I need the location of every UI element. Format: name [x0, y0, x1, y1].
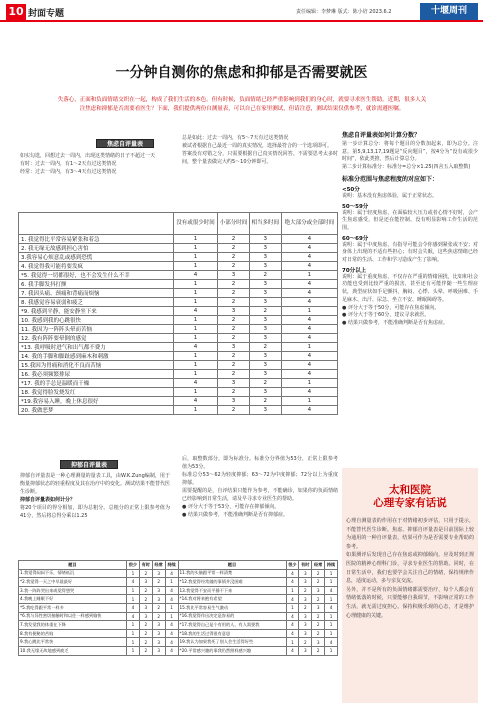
- table-row: [19, 638, 338, 647]
- table-cell: 3: [299, 612, 312, 621]
- table-cell: 3: [312, 586, 325, 595]
- table-cell: 3: [249, 244, 281, 253]
- table-cell: 3: [299, 621, 312, 630]
- table-cell: 4: [281, 325, 337, 334]
- table-cell: 3: [139, 578, 152, 587]
- depression-scoring-text: 后，取整数部分，即为标准分。标准分分界值为53分，正常上限参考值为53分。 标准总分53～62为轻度抑郁；63～72为中度抑郁；72分以上为重度抑郁。 需要提醒的是，自评结果只能作为参考，不能确诊，如果你的负面情绪已经影响到日常生活，请及早寻求专业医生的帮助。 ● 评分大于等于53分，可能存在抑郁倾向。 ● 结果只做参考，不能准确判断是否有抑郁症。: [182, 456, 338, 518]
- table-cell: 1: [281, 307, 337, 316]
- table-cell: 4: [127, 603, 140, 612]
- table-cell: 2: [312, 621, 325, 630]
- table-cell: 2: [218, 325, 250, 334]
- table-cell: 1: [174, 370, 218, 379]
- table-cell: 4: [281, 388, 337, 397]
- table-cell: 4: [127, 612, 140, 621]
- table-cell: 7. 我因头痛、颈痛和背痛而烦恼: [19, 289, 174, 298]
- table-cell: 4: [281, 280, 337, 289]
- table-cell: 3: [249, 316, 281, 325]
- table-cell: 4: [281, 262, 337, 271]
- table-cell: 3: [218, 307, 250, 316]
- table-cell: 4: [281, 316, 337, 325]
- table-cell: 3: [249, 253, 281, 262]
- level-description: 说明：属于轻度焦虑，在面临较大压力或者心情不好时，会产生焦虑感受，但是还在能控制、没有明显影响工作生活的范围。: [342, 209, 478, 231]
- table-row: [19, 388, 338, 397]
- level-description: 说明：属于中度焦虑，有指导可能会令你感到紧张或不安；对身体上出现的不适有些担心；有时会失眠，这些焦虑情绪已经对日常的生活、工作和学习造成产生了影响。: [342, 241, 478, 264]
- table-row: [19, 298, 338, 307]
- table-cell: 4: [281, 253, 337, 262]
- table-cell: 1: [165, 603, 178, 612]
- table-cell: *19.我容易入睡，晚上休息很好: [19, 397, 174, 406]
- note-item: ● 结果只做参考，不能准确判断是否有焦虑症。: [342, 319, 448, 326]
- table-cell: 2: [249, 343, 281, 352]
- table-cell: 11.我的头脑跟平常一样清楚: [178, 569, 286, 578]
- scoring-heading: 焦虑自评量表如何计算分数？: [342, 132, 421, 139]
- table-cell: 13.我觉得不安而平静不下来: [178, 586, 286, 595]
- table-cell: 2: [152, 603, 165, 612]
- table-header-cell: 没有或很少时间: [174, 213, 218, 235]
- table-cell: 2: [312, 595, 325, 604]
- table-cell: 3: [249, 289, 281, 298]
- table-cell: 1: [174, 352, 218, 361]
- table-cell: 1: [174, 262, 218, 271]
- table-cell: 4: [286, 629, 299, 638]
- table-cell: 2: [218, 361, 250, 370]
- table-row: [19, 334, 338, 343]
- table-row: [19, 397, 338, 406]
- table-header-cell: 绝大部分或全部时间: [281, 213, 337, 235]
- table-cell: 3: [152, 569, 165, 578]
- table-cell: 1: [281, 397, 337, 406]
- level-description: 说明：基本没有焦虑体验，属于正常状态。: [342, 192, 438, 199]
- table-cell: 1: [174, 253, 218, 262]
- table-cell: 3.我一阵阵哭出来或觉得想哭: [19, 586, 127, 595]
- table-cell: 2: [312, 629, 325, 638]
- page-number: 10: [6, 4, 26, 20]
- table-row: [19, 244, 338, 253]
- table-cell: 1: [127, 629, 140, 638]
- table-row: [19, 280, 338, 289]
- table-row: [19, 612, 338, 621]
- note-item: ● 评分大于等于60分，建议寻求就医。: [342, 312, 430, 319]
- table-cell: 1: [127, 595, 140, 604]
- table-cell: 1: [174, 406, 218, 415]
- table-cell: 4: [281, 334, 337, 343]
- table-cell: 4: [174, 397, 218, 406]
- table-cell: 4: [281, 406, 337, 415]
- table-cell: *13. 我呼吸时进气和出气都不费力: [19, 343, 174, 352]
- table-cell: 1: [286, 638, 299, 647]
- table-cell: 20. 我做恶梦: [19, 406, 174, 415]
- table-cell: 2: [152, 578, 165, 587]
- table-cell: 4: [325, 586, 338, 595]
- table-cell: 10. 我感到我的心跳很快: [19, 316, 174, 325]
- table-cell: 1: [165, 578, 178, 587]
- table-cell: 9.我心跳比平常快: [19, 638, 127, 647]
- table-cell: 3: [299, 578, 312, 587]
- table-cell: 8.我有便秘的苦恼: [19, 629, 127, 638]
- table-cell: 4: [286, 578, 299, 587]
- table-cell: 4: [325, 603, 338, 612]
- depression-scale-label: 抑郁自评量表: [60, 460, 118, 469]
- table-cell: 3: [249, 361, 281, 370]
- table-cell: *17. 我的手总是温暖而干燥: [19, 379, 174, 388]
- table-cell: 3: [249, 262, 281, 271]
- section-title: 封面专题: [28, 9, 65, 19]
- table-cell: 2: [139, 595, 152, 604]
- table-cell: 4: [286, 646, 299, 655]
- table-cell: 1: [325, 578, 338, 587]
- table-cell: 3: [312, 603, 325, 612]
- table-header-cell: 相当多时间: [249, 213, 281, 235]
- level-range: 60～69分: [342, 235, 369, 242]
- table-cell: 2: [249, 307, 281, 316]
- note-item: ● 评分大于等于50分，可能存在焦虑倾向。: [342, 304, 440, 311]
- level-range: <50分: [342, 186, 360, 193]
- table-cell: *5.我吃得跟平常一样多: [19, 603, 127, 612]
- table-cell: *9. 我感到平静，能安静坐下来: [19, 307, 174, 316]
- table-cell: 4: [165, 646, 178, 655]
- table-cell: 15.我因为胃痛和消化不良而苦恼: [19, 361, 174, 370]
- table-cell: 8. 我感觉容易衰弱和疲乏: [19, 298, 174, 307]
- table-cell: 4: [281, 361, 337, 370]
- table-header-cell: [19, 213, 174, 235]
- table-cell: 3: [218, 343, 250, 352]
- level-description: 说明：属于重度焦虑，不仅存在严重的情绪困扰，比如和社会功能也受到比较严重的损害，甚至还有可能伴随一些生理症状，典型症状如手足颤抖，胸闷、心悸、头晕、呼吸困难、手足麻木、出汗、尿急、坐立不安、睡眠障碍等。: [342, 273, 478, 303]
- table-cell: 1: [281, 271, 337, 280]
- table-cell: 2: [299, 603, 312, 612]
- table-cell: 1: [127, 569, 140, 578]
- table-cell: 12. 我有阵阵要晕倒的感觉: [19, 334, 174, 343]
- table-cell: 1: [325, 629, 338, 638]
- table-cell: 2: [139, 586, 152, 595]
- table-cell: 3: [249, 352, 281, 361]
- table-cell: 4: [165, 638, 178, 647]
- table-cell: 3: [139, 603, 152, 612]
- table-cell: 3: [249, 325, 281, 334]
- table-cell: 2: [312, 612, 325, 621]
- table-row: [19, 370, 338, 379]
- table-cell: 2: [218, 262, 250, 271]
- table-cell: 1: [325, 646, 338, 655]
- table-cell: 2: [299, 586, 312, 595]
- table-cell: 3: [218, 379, 250, 388]
- table-cell: 1: [286, 586, 299, 595]
- table-cell: 2: [139, 569, 152, 578]
- table-cell: 1: [174, 334, 218, 343]
- table-cell: 3: [152, 646, 165, 655]
- table-cell: 4: [281, 289, 337, 298]
- table-cell: 1: [174, 244, 218, 253]
- table-cell: 1: [127, 621, 140, 630]
- table-row: [19, 262, 338, 271]
- table-cell: *12.我觉得经常做的事情并没困难: [178, 578, 286, 587]
- table-cell: 2: [312, 646, 325, 655]
- table-cell: 1: [174, 316, 218, 325]
- table-cell: 16. 我必须频繁排尿: [19, 370, 174, 379]
- anxiety-instructions: 总是如此：过去一周内，有5～7天有过这类情况 被试者根据自己最近一周的真实情况，选择最符合的一个选项即可。 答案没有对错之分，只需要根据自己真实情况回答。不需要思考太多时间，整个量表做完大约5～10分钟即可。: [182, 135, 338, 165]
- table-cell: 4: [286, 595, 299, 604]
- table-cell: 15.我比平常容易生气激动: [178, 603, 286, 612]
- table-cell: 2: [218, 244, 250, 253]
- table-cell: 1. 我觉得比平常容易紧张和着急: [19, 235, 174, 244]
- table-row: [19, 235, 338, 244]
- table-cell: 2: [218, 370, 250, 379]
- page-title: 一分钟自测你的焦虑和抑郁是否需要就医: [115, 65, 368, 81]
- table-row: [19, 343, 338, 352]
- table-cell: 4: [165, 629, 178, 638]
- table-cell: 3: [218, 271, 250, 280]
- table-row: [19, 352, 338, 361]
- table-cell: 4: [165, 621, 178, 630]
- level-range: 50～59分: [342, 203, 369, 210]
- table-cell: 1: [174, 298, 218, 307]
- table-cell: 2: [249, 379, 281, 388]
- scoring-step-two: 第二步计算标准分：标准分=总分×1.25(四舍五入取整数): [342, 164, 471, 171]
- anxiety-notes: [342, 305, 478, 328]
- table-cell: 4: [174, 307, 218, 316]
- table-cell: 1: [174, 280, 218, 289]
- table-cell: 4: [281, 370, 337, 379]
- table-row: [19, 325, 338, 334]
- table-cell: 1: [127, 646, 140, 655]
- table-cell: 2: [218, 280, 250, 289]
- brand-logo: 十堰周刊: [420, 3, 478, 20]
- table-cell: 3: [299, 569, 312, 578]
- table-row: [19, 307, 338, 316]
- table-row: [19, 316, 338, 325]
- anxiety-scale-label: 焦虑自评量表: [96, 139, 154, 148]
- anxiety-levels: [342, 185, 478, 305]
- table-cell: 2: [139, 646, 152, 655]
- table-row: [19, 646, 338, 655]
- table-row: [19, 621, 338, 630]
- table-cell: 3: [152, 638, 165, 647]
- table-row: [19, 406, 338, 415]
- table-cell: 2: [218, 388, 250, 397]
- table-cell: 1: [286, 603, 299, 612]
- table-cell: 4: [174, 271, 218, 280]
- table-cell: 10.我无缘无故地感到疲乏: [19, 646, 127, 655]
- table-cell: 2: [312, 569, 325, 578]
- table-cell: 4: [286, 621, 299, 630]
- table-cell: 1: [174, 388, 218, 397]
- depression-scoring-heading: 抑郁自评量表如何计分？: [20, 497, 76, 503]
- anxiety-scale-table: [18, 212, 338, 415]
- table-cell: 1: [165, 612, 178, 621]
- table-cell: 1: [325, 595, 338, 604]
- table-cell: 2: [152, 612, 165, 621]
- table-cell: 2: [249, 397, 281, 406]
- table-cell: 1: [325, 569, 338, 578]
- table-cell: 3: [218, 397, 250, 406]
- table-cell: 2: [218, 352, 250, 361]
- table-cell: 1: [127, 638, 140, 647]
- table-cell: 2. 我无缘无故感到担心害怕: [19, 244, 174, 253]
- table-cell: 3: [299, 595, 312, 604]
- table-cell: 4: [165, 595, 178, 604]
- table-cell: 1: [325, 621, 338, 630]
- table-cell: 1: [127, 586, 140, 595]
- table-cell: 3: [299, 629, 312, 638]
- scoring-panel: [342, 128, 478, 328]
- table-cell: 3: [249, 406, 281, 415]
- table-cell: 3: [299, 646, 312, 655]
- table-row: [19, 629, 338, 638]
- expert-box-title: 太和医院 心理专家有话说: [373, 484, 447, 509]
- table-cell: 4: [174, 343, 218, 352]
- table-cell: 2: [218, 298, 250, 307]
- table-cell: *6.我与异性密切接触时和以往一样感到愉快: [19, 612, 127, 621]
- anxiety-intro-text: 如实勾选，回想过去一周内，出现这类情绪的日子不超过一天 有时：过去一周内，有1～2天有过这类情况 经常：过去一周内，有3～4天有过这类情况: [20, 153, 156, 175]
- table-cell: 4: [286, 612, 299, 621]
- table-row: [19, 271, 338, 280]
- expert-box-text: 心理自测量表的作用在于对情绪初步评估，只用于提示，不能替代医生诊断。焦虑、抑郁自评量表是目前国际上较为通用的一种自评量表，结果可作为是否需要专业帮助的参考。 如果测评后发现自己存在焦虑或抑郁倾向，应及时到正规医院的精神心理科门诊，寻求专业医生的帮助。同时，在日常生活中，我们也要学会关注自己的情绪，保持规律作息，适度运动，多与亲友交流。 另外，并不是所有的负面情绪都需要治疗，每个人都会有情绪低落的时候，只要能够自我调节，不影响正常的工作生活，就无需过度担心。保持积极乐观的心态，才是维护心理健康的关键。: [346, 518, 474, 619]
- table-cell: 2: [218, 316, 250, 325]
- table-cell: 3: [152, 586, 165, 595]
- table-row: [19, 253, 338, 262]
- table-row: [19, 603, 338, 612]
- levels-heading: 标准分范围与焦虑程度的对应如下：: [342, 175, 439, 183]
- table-cell: 1: [281, 379, 337, 388]
- table-header-cell: 题目: [19, 561, 127, 570]
- table-cell: 4: [281, 244, 337, 253]
- table-cell: 11. 我因为一阵阵头晕而苦恼: [19, 325, 174, 334]
- table-cell: 3: [249, 235, 281, 244]
- table-cell: 2: [312, 578, 325, 587]
- table-cell: 19.我认为如果我死了别人会生活得好些: [178, 638, 286, 647]
- table-cell: 2: [139, 621, 152, 630]
- table-cell: 2: [299, 638, 312, 647]
- table-cell: 4: [325, 638, 338, 647]
- table-cell: *18.我的生活过得很有意思: [178, 629, 286, 638]
- table-cell: 1: [281, 343, 337, 352]
- table-row: [19, 361, 338, 370]
- table-cell: 1: [325, 612, 338, 621]
- table-cell: 4: [286, 569, 299, 578]
- table-cell: 3: [152, 595, 165, 604]
- table-cell: 1: [174, 289, 218, 298]
- table-cell: 3: [312, 638, 325, 647]
- table-cell: 3: [152, 621, 165, 630]
- table-header-cell: 小部分时间: [218, 213, 250, 235]
- table-cell: 2: [218, 334, 250, 343]
- page-header: [0, 0, 483, 22]
- table-cell: 1: [174, 325, 218, 334]
- table-cell: 4: [127, 578, 140, 587]
- table-cell: 4.我晚上睡眠不好: [19, 595, 127, 604]
- editor-info: 责任编辑：李梦琳 版式：陈小培 2023.6.2: [296, 9, 392, 15]
- table-cell: 3: [139, 612, 152, 621]
- table-cell: *14.我对将来抱有希望: [178, 595, 286, 604]
- table-cell: 3: [249, 388, 281, 397]
- lead-paragraph: 失落心，正面和负面情绪交织在一起，构成了我们生活的本色。但有时候，负面情绪已经严重影响到我们的身心时，就要寻求医生帮助。近期，很多人关注焦虑和抑郁是否需要看医生？下面，我们提供两份自测量表，可以自己在家里测试，但请注意，测试结果仅供参考，就诊需遵医嘱。: [57, 97, 427, 112]
- table-cell: 1.我觉得闷闷不乐，情绪低沉: [19, 569, 127, 578]
- table-cell: 3: [249, 370, 281, 379]
- depression-scale-table: 题目 很少 有时 经常 持续 题目 很少 有时 经常 持续 1.我觉得闷闷不乐，情绪低沉 1 2 3 4 11.我的头脑跟平常一样清楚 4 3 2 1 *2.我觉得一天之中早晨最好 4 3 2 1 *12.我觉得经常做的事情并没困难 4 3 2 1 3.我一阵阵哭出来或觉得想哭 1 2 3 4 13.我觉得不安而平静不下来 1 2 3 4 4.我晚上睡眠不好 1 2 3 4 *14.我对将来抱有希望 4 3 2 1 *5.我吃得跟平常一样多 4 3 2 1 15.我比平常容易生气激动 1 2 3 4 *6.我与异性密切接触时和以往一样感到愉快 4 3 2 1 *16.我觉得作出决定是容易的 4 3 2 1 7.我发觉我的体重在下降 1 2 3 4 *17.我觉得自己是个有用的人，有人需要我 4 3 2 1 8.我有便秘的苦恼 1 2 3 4 *18.我的生活过得很有意思 4 3 2 1 9.我心跳比平常快 1 2 3 4 19.我认为如果我死了别人会生活得好些 1 2 3 4 10.我无缘无故地感到疲乏 1 2 3 4 *20.平常感兴趣的事我仍然照样感兴趣 4 3 2 1: [18, 560, 338, 656]
- table-cell: 3: [249, 334, 281, 343]
- table-cell: *17.我觉得自己是个有用的人，有人需要我: [178, 621, 286, 630]
- table-cell: 1: [174, 361, 218, 370]
- level-range: 70分以上: [342, 267, 367, 274]
- table-row: [19, 289, 338, 298]
- table-cell: 4: [165, 569, 178, 578]
- table-cell: 4: [281, 298, 337, 307]
- table-row: [19, 578, 338, 587]
- table-cell: 2: [218, 406, 250, 415]
- table-cell: *16.我觉得作出决定是容易的: [178, 612, 286, 621]
- table-cell: 4. 我觉得我可能将要发疯: [19, 262, 174, 271]
- table-cell: 3: [249, 298, 281, 307]
- table-cell: *20.平常感兴趣的事我仍然照样感兴趣: [178, 646, 286, 655]
- scoring-step-one: 第一步计算总分：将每个题目的分数加起来，即为总分。注意，第5,9,13,17,19题是“反向题目”，按4分为“没有或很少时间”，依此类推，然后计算总分。: [342, 141, 478, 163]
- table-cell: 6. 我手脚发抖打颤: [19, 280, 174, 289]
- table-cell: 4: [174, 379, 218, 388]
- table-cell: 2: [249, 271, 281, 280]
- table-cell: 2: [139, 629, 152, 638]
- table-cell: 2: [218, 289, 250, 298]
- table-cell: 14. 我的手脚和脚趾感到麻木和刺激: [19, 352, 174, 361]
- table-cell: 2: [139, 638, 152, 647]
- table-cell: 18. 我觉得脸发烧发红: [19, 388, 174, 397]
- table-cell: 4: [165, 586, 178, 595]
- table-cell: 3.我容易心烦意乱或感到恐慌: [19, 253, 174, 262]
- table-cell: 4: [281, 352, 337, 361]
- table-cell: 3: [152, 629, 165, 638]
- table-cell: *5. 我觉得一切都很好，也不会发生什么不幸: [19, 271, 174, 280]
- table-cell: 1: [174, 235, 218, 244]
- table-cell: 3: [249, 280, 281, 289]
- table-cell: 2: [218, 253, 250, 262]
- table-cell: *2.我觉得一天之中早晨最好: [19, 578, 127, 587]
- table-cell: 4: [281, 235, 337, 244]
- table-row: [19, 569, 338, 578]
- depression-intro-text: 抑郁自评量表是一种心理测量的量表工具，由W.K.Zung编制，用于衡量抑郁状态的轻重程度及其在治疗中的变化。测试结果不能替代医生诊断。 抑郁自评量表如何计分？ 将20个项目的得分相加，即为总粗分。总粗分的正常上限参考值为41分，然后将总得分乘以1.25: [20, 473, 171, 519]
- table-cell: 2: [218, 235, 250, 244]
- table-row: [19, 379, 338, 388]
- table-row: [19, 586, 338, 595]
- table-row: [19, 595, 338, 604]
- table-cell: 7.我发觉我的体重在下降: [19, 621, 127, 630]
